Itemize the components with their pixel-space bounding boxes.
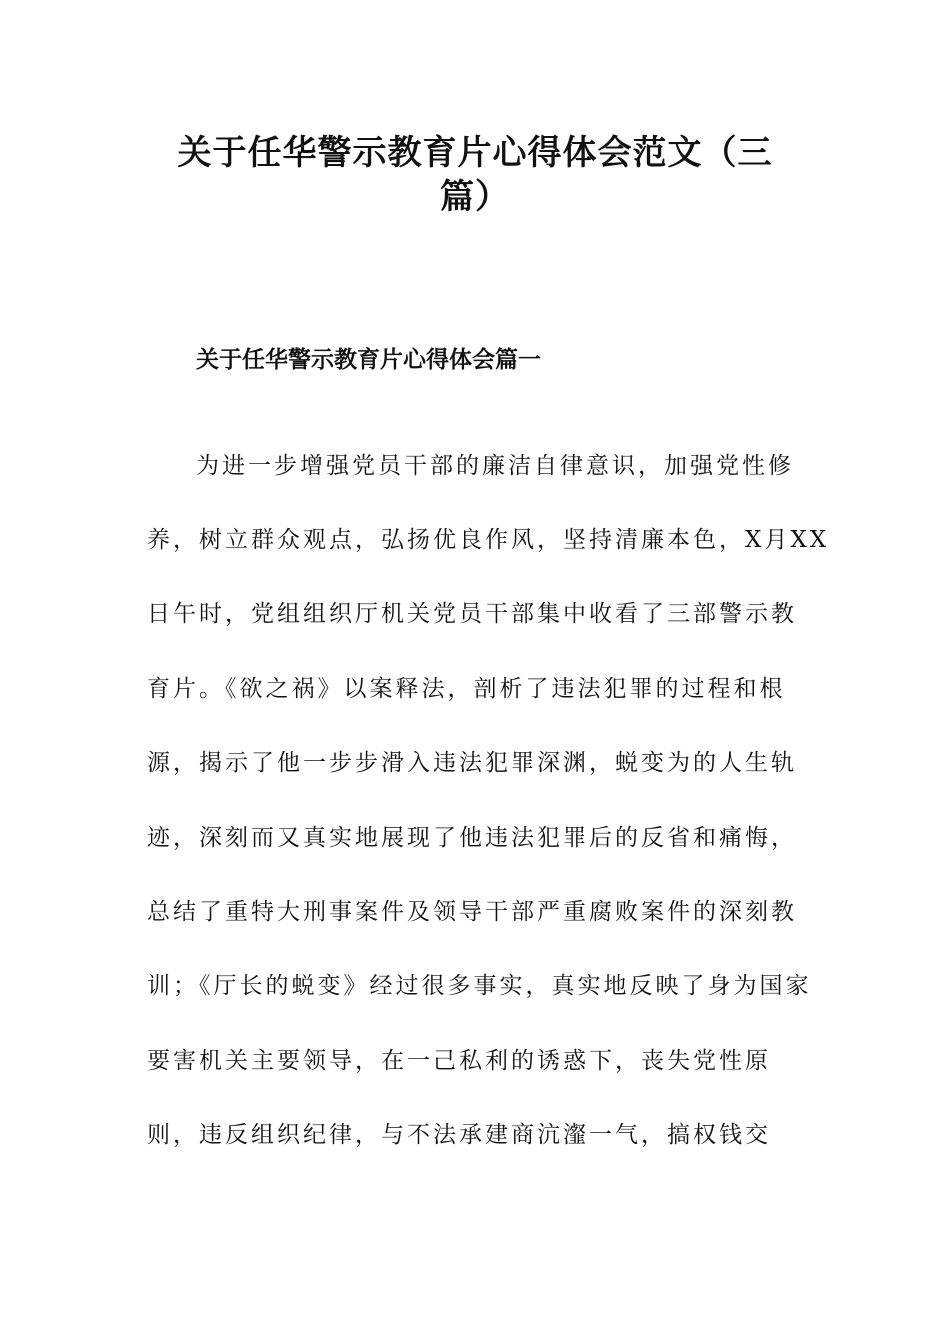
paragraph-line-6: 迹，深刻而又真实地展现了他违法犯罪后的反省和痛悔， [147, 825, 797, 851]
paragraph-line-4: 育片。《欲之祸》以案释法，剖析了违法犯罪的过程和根 [147, 676, 786, 702]
paragraph-line-9: 要害机关主要领导，在一己私利的诱惑下，丧失党性原 [147, 1048, 771, 1074]
paragraph-line-1: 为进一步增强党员干部的廉洁自律意识，加强党性修 [196, 453, 794, 479]
paragraph-line-10: 则，违反组织纪律，与不法承建商沆瀣一气，搞权钱交 [147, 1122, 771, 1148]
paragraph-line-2: 养，树立群众观点，弘扬优良作风，坚持清廉本色，X月XX [147, 527, 830, 553]
paragraph-line-8: 训；《厅长的蜕变》经过很多事实，真实地反映了身为国家 [147, 973, 812, 999]
paragraph-line-7: 总结了重特大刑事案件及领导干部严重腐败案件的深刻教 [147, 899, 797, 925]
document-title-line-1: 关于任华警示教育片心得体会范文（三 [177, 133, 773, 173]
section-heading: 关于任华警示教育片心得体会篇一 [196, 347, 541, 373]
paragraph-line-3: 日午时，党组组织厅机关党员干部集中收看了三部警示教 [147, 601, 797, 627]
paragraph-line-5: 源，揭示了他一步步滑入违法犯罪深渊，蜕变为的人生轨 [147, 750, 797, 776]
document-title-line-2: 篇） [440, 177, 510, 217]
